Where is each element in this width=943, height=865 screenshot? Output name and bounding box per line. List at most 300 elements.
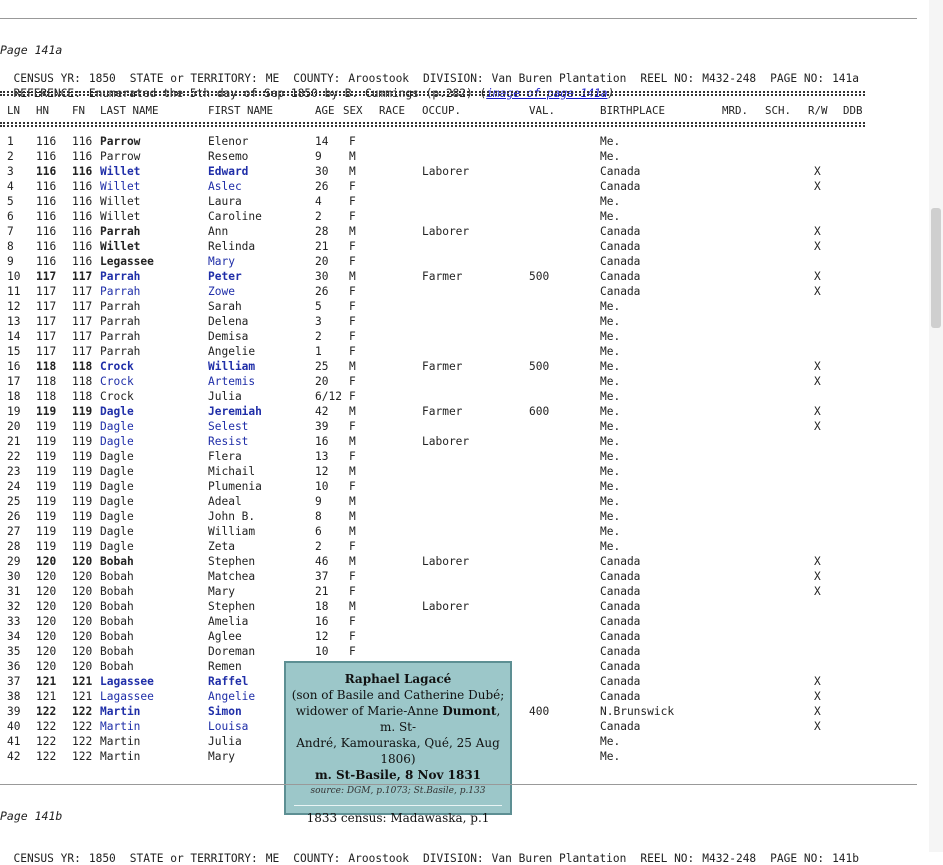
birthplace: Me.: [600, 360, 621, 373]
age: 12: [315, 630, 329, 643]
sex: F: [349, 375, 356, 388]
family-number: 117: [72, 285, 93, 298]
sex: F: [349, 195, 356, 208]
birthplace: Me.: [600, 375, 621, 388]
age: 21: [315, 240, 329, 253]
last-name[interactable]: Martin: [100, 705, 141, 718]
read-write-mark: X: [814, 360, 821, 373]
column-header: SCH.: [765, 104, 792, 117]
family-number: 116: [72, 135, 93, 148]
column-header: DDB: [843, 104, 863, 117]
house-number: 117: [36, 345, 57, 358]
family-number: 116: [72, 240, 93, 253]
reference-close: ): [607, 87, 615, 100]
sex: M: [349, 510, 356, 523]
birthplace: Me.: [600, 435, 621, 448]
line-number: 14: [7, 330, 21, 343]
tooltip-marriage-place-2: André, Kamouraska, Qué, 25 Aug 1806): [296, 736, 500, 766]
page-title: Page 141a: [0, 43, 63, 57]
house-number: 122: [36, 720, 57, 733]
birthplace: Me.: [600, 525, 621, 538]
sex: M: [349, 225, 356, 238]
age: 30: [315, 165, 329, 178]
house-number: 116: [36, 165, 57, 178]
line-number: 42: [7, 750, 21, 763]
last-name[interactable]: Parrow: [100, 135, 141, 148]
sex: F: [349, 450, 356, 463]
house-number: 116: [36, 240, 57, 253]
tooltip-census: 1833 census: Madawaska, p.1: [306, 811, 490, 825]
house-number: 119: [36, 435, 57, 448]
last-name[interactable]: Legassee: [100, 255, 154, 268]
family-number: 116: [72, 225, 93, 238]
family-number: 121: [72, 690, 93, 703]
line-number: 33: [7, 615, 21, 628]
first-name[interactable]: Jeremiah: [208, 405, 262, 418]
last-name: Bobah: [100, 600, 134, 613]
line-number: 21: [7, 435, 21, 448]
sex: F: [349, 240, 356, 253]
age: 13: [315, 450, 329, 463]
sex: F: [349, 345, 356, 358]
house-number: 119: [36, 480, 57, 493]
sex: F: [349, 480, 356, 493]
first-name[interactable]: Zowe: [208, 285, 235, 298]
birthplace: Me.: [600, 495, 621, 508]
birthplace: Me.: [600, 510, 621, 523]
line-number: 31: [7, 585, 21, 598]
first-name[interactable]: Raffel: [208, 675, 249, 688]
last-name[interactable]: Willet: [100, 165, 141, 178]
house-number: 120: [36, 615, 57, 628]
line-number: 28: [7, 540, 21, 553]
family-number: 120: [72, 660, 93, 673]
column-header: R/W: [808, 104, 828, 117]
last-name: Parrah: [100, 345, 141, 358]
column-header: SEX: [343, 104, 363, 117]
first-name: Resemo: [208, 150, 249, 163]
family-number: 116: [72, 210, 93, 223]
line-number: 29: [7, 555, 21, 568]
house-number: 119: [36, 540, 57, 553]
sex: F: [349, 285, 356, 298]
family-number: 116: [72, 150, 93, 163]
birthplace: Me.: [600, 315, 621, 328]
house-number: 120: [36, 555, 57, 568]
first-name: Remen: [208, 660, 242, 673]
family-number: 118: [72, 360, 93, 373]
age: 16: [315, 615, 329, 628]
first-name: John B.: [208, 510, 256, 523]
last-name: Martin: [100, 750, 141, 763]
last-name[interactable]: Bobah: [100, 555, 134, 568]
last-name[interactable]: Dagle: [100, 420, 134, 433]
line-number: 8: [7, 240, 14, 253]
house-number: 120: [36, 660, 57, 673]
family-number: 120: [72, 615, 93, 628]
line-number: 32: [7, 600, 21, 613]
sex: F: [349, 180, 356, 193]
reel-value-b: M432-248: [702, 852, 757, 865]
birthplace: Me.: [600, 735, 621, 748]
first-name: Julia: [208, 735, 242, 748]
last-name: Dagle: [100, 540, 134, 553]
last-name: Crock: [100, 390, 134, 403]
line-number: 26: [7, 510, 21, 523]
house-number: 118: [36, 375, 57, 388]
sex: F: [349, 615, 356, 628]
page-no-label-b: PAGE NO:: [770, 852, 825, 865]
house-number: 116: [36, 225, 57, 238]
house-number: 119: [36, 405, 57, 418]
occupation: Laborer: [422, 165, 470, 178]
image-of-page-link[interactable]: image of page 141a: [486, 87, 608, 100]
census-yr-b: 1850: [88, 852, 116, 865]
house-number: 116: [36, 135, 57, 148]
sex: M: [349, 270, 356, 283]
age: 9: [315, 150, 322, 163]
first-name[interactable]: Resist: [208, 435, 249, 448]
family-number: 117: [72, 270, 93, 283]
column-header: LN: [7, 104, 21, 117]
age: 25: [315, 360, 329, 373]
sex: F: [349, 330, 356, 343]
birthplace: Me.: [600, 465, 621, 478]
first-name: Julia: [208, 390, 242, 403]
house-number: 116: [36, 210, 57, 223]
first-name[interactable]: Ann: [208, 225, 229, 238]
sex: M: [349, 405, 356, 418]
last-name: Parrah: [100, 315, 141, 328]
page-no-value: 141a: [832, 72, 860, 85]
census-info-line-b: [0, 839, 867, 865]
last-name: Bobah: [100, 615, 134, 628]
sex: M: [349, 600, 356, 613]
last-name: Bobah: [100, 645, 134, 658]
state-value: ME: [265, 72, 280, 85]
column-header: MRD.: [722, 104, 749, 117]
occupation: Laborer: [422, 600, 470, 613]
family-number: 118: [72, 390, 93, 403]
first-name: Delena: [208, 315, 249, 328]
line-number: 27: [7, 525, 21, 538]
line-number: 16: [7, 360, 21, 373]
first-name[interactable]: Peter: [208, 270, 242, 283]
age: 4: [315, 195, 322, 208]
family-number: 120: [72, 585, 93, 598]
occupation: Farmer: [422, 270, 463, 283]
family-number: 119: [72, 465, 93, 478]
line-number: 35: [7, 645, 21, 658]
house-number: 122: [36, 705, 57, 718]
birthplace: Canada: [600, 630, 641, 643]
family-number: 116: [72, 255, 93, 268]
last-name: Dagle: [100, 525, 134, 538]
last-name: Martin: [100, 735, 141, 748]
birthplace: Canada: [600, 615, 641, 628]
county-label-b: COUNTY:: [293, 852, 341, 865]
age: 46: [315, 555, 329, 568]
sex: M: [349, 465, 356, 478]
tooltip-marriage: m. St-Basile, 8 Nov 1831: [314, 768, 482, 782]
age: 2: [315, 540, 322, 553]
house-number: 120: [36, 645, 57, 658]
house-number: 119: [36, 465, 57, 478]
page-no-value-b: 141b: [832, 852, 860, 865]
first-name: Aglee: [208, 630, 242, 643]
last-name[interactable]: Crock: [100, 360, 134, 373]
age: 18: [315, 600, 329, 613]
family-number: 119: [72, 405, 93, 418]
age: 3: [315, 315, 322, 328]
line-number: 34: [7, 630, 21, 643]
line-number: 12: [7, 300, 21, 313]
birthplace: Me.: [600, 300, 621, 313]
line-number: 15: [7, 345, 21, 358]
first-name: Mary: [208, 750, 235, 763]
house-number: 122: [36, 750, 57, 763]
age: 30: [315, 270, 329, 283]
first-name[interactable]: Louisa: [208, 720, 249, 733]
family-number: 119: [72, 510, 93, 523]
sex: M: [349, 360, 356, 373]
occupation: Farmer: [422, 405, 463, 418]
sex: M: [349, 165, 356, 178]
first-name[interactable]: Artemis: [208, 375, 256, 388]
value: 500: [529, 360, 550, 373]
family-number: 119: [72, 450, 93, 463]
age: 6: [315, 525, 322, 538]
birthplace: Canada: [600, 555, 641, 568]
last-name[interactable]: Crock: [100, 375, 134, 388]
family-number: 119: [72, 480, 93, 493]
column-header: BIRTHPLACE: [600, 104, 666, 117]
last-name: Dagle: [100, 480, 134, 493]
value: 500: [529, 270, 550, 283]
first-name[interactable]: Edward: [208, 165, 249, 178]
last-name[interactable]: Parrah: [100, 225, 141, 238]
sex: F: [349, 210, 356, 223]
vertical-scrollbar[interactable]: [929, 0, 943, 852]
read-write-mark: X: [814, 270, 821, 283]
column-header: OCCUP.: [422, 104, 462, 117]
birthplace: Me.: [600, 420, 621, 433]
column-header: FN: [72, 104, 86, 117]
sex: M: [349, 495, 356, 508]
read-write-mark: X: [814, 285, 821, 298]
read-write-mark: X: [814, 165, 821, 178]
first-name: Angelie: [208, 345, 256, 358]
last-name[interactable]: Dagle: [100, 435, 134, 448]
sex: M: [349, 555, 356, 568]
tooltip-widower-comma: ,: [496, 704, 501, 718]
house-number: 117: [36, 270, 57, 283]
scrollbar-thumb[interactable]: [931, 208, 941, 328]
line-number: 6: [7, 210, 14, 223]
house-number: 120: [36, 600, 57, 613]
family-number: 122: [72, 735, 93, 748]
tooltip-name: Raphael Lagacé: [344, 672, 452, 686]
read-write-mark: X: [814, 705, 821, 718]
birthplace: Me.: [600, 450, 621, 463]
first-name: Amelia: [208, 615, 249, 628]
house-number: 119: [36, 450, 57, 463]
family-number: 120: [72, 555, 93, 568]
sex: M: [349, 435, 356, 448]
first-name: Laura: [208, 195, 242, 208]
sex: M: [349, 150, 356, 163]
first-name: Caroline: [208, 210, 262, 223]
birthplace: Canada: [600, 270, 641, 283]
last-name[interactable]: Willet: [100, 240, 141, 253]
last-name[interactable]: Dagle: [100, 405, 134, 418]
birthplace: Canada: [600, 585, 641, 598]
family-number: 117: [72, 300, 93, 313]
bottom-divider: [0, 784, 917, 785]
read-write-mark: X: [814, 405, 821, 418]
line-number: 22: [7, 450, 21, 463]
family-number: 116: [72, 165, 93, 178]
county-label: COUNTY:: [293, 72, 341, 85]
family-number: 120: [72, 630, 93, 643]
age: 20: [315, 255, 329, 268]
birthplace: Me.: [600, 135, 621, 148]
age: 14: [315, 135, 329, 148]
age: 1: [315, 345, 322, 358]
first-name[interactable]: Stephen: [208, 555, 256, 568]
birthplace: Me.: [600, 345, 621, 358]
age: 28: [315, 225, 329, 238]
birthplace: Me.: [600, 405, 621, 418]
first-name: Doreman: [208, 645, 256, 658]
house-number: 117: [36, 315, 57, 328]
house-number: 120: [36, 570, 57, 583]
birthplace: Canada: [600, 255, 641, 268]
house-number: 122: [36, 735, 57, 748]
line-number: 40: [7, 720, 21, 733]
family-number: 119: [72, 525, 93, 538]
sex: F: [349, 135, 356, 148]
first-name[interactable]: Angelie: [208, 690, 256, 703]
house-number: 121: [36, 675, 57, 688]
first-name: Zeta: [208, 540, 235, 553]
first-name[interactable]: William: [208, 360, 256, 373]
age: 9: [315, 495, 322, 508]
sex: F: [349, 420, 356, 433]
birthplace: Canada: [600, 285, 641, 298]
sex: F: [349, 585, 356, 598]
last-name: Bobah: [100, 660, 134, 673]
header-rule-top: [0, 91, 865, 96]
last-name: Willet: [100, 210, 141, 223]
last-name: Dagle: [100, 510, 134, 523]
first-name[interactable]: Selest: [208, 420, 249, 433]
first-name[interactable]: Simon: [208, 705, 242, 718]
last-name[interactable]: Willet: [100, 180, 141, 193]
column-header: AGE: [315, 104, 335, 117]
birthplace: Me.: [600, 150, 621, 163]
division-label: DIVISION:: [423, 72, 484, 85]
tooltip-marriage-place-1: m. St-: [379, 720, 417, 734]
read-write-mark: X: [814, 720, 821, 733]
house-number: 116: [36, 255, 57, 268]
tooltip-divider: [294, 805, 502, 806]
person-tooltip: [284, 661, 512, 825]
last-name: Dagle: [100, 450, 134, 463]
first-name: Plumenia: [208, 480, 262, 493]
state-label: STATE or TERRITORY:: [129, 72, 258, 85]
last-name: Dagle: [100, 495, 134, 508]
birthplace: Me.: [600, 540, 621, 553]
occupation: Laborer: [422, 435, 470, 448]
column-header: LAST NAME: [100, 104, 159, 117]
family-number: 117: [72, 345, 93, 358]
last-name[interactable]: Lagassee: [100, 675, 154, 688]
age: 20: [315, 375, 329, 388]
line-number: 36: [7, 660, 21, 673]
read-write-mark: X: [814, 225, 821, 238]
last-name[interactable]: Parrah: [100, 270, 141, 283]
birthplace: Me.: [600, 210, 621, 223]
age: 12: [315, 465, 329, 478]
state-value-b: ME: [265, 852, 280, 865]
birthplace: Me.: [600, 750, 621, 763]
last-name[interactable]: Lagassee: [100, 690, 154, 703]
age: 10: [315, 645, 329, 658]
age: 6/12: [315, 390, 342, 403]
sex: M: [349, 525, 356, 538]
age: 21: [315, 585, 329, 598]
last-name: Dagle: [100, 465, 134, 478]
read-write-mark: X: [814, 240, 821, 253]
family-number: 120: [72, 570, 93, 583]
first-name[interactable]: Aslec: [208, 180, 242, 193]
family-number: 122: [72, 720, 93, 733]
line-number: 17: [7, 375, 21, 388]
last-name[interactable]: Parrah: [100, 285, 141, 298]
birthplace: Canada: [600, 165, 641, 178]
first-name: Adeal: [208, 495, 242, 508]
line-number: 24: [7, 480, 21, 493]
birthplace: N.Brunswick: [600, 705, 675, 718]
first-name: Matchea: [208, 570, 256, 583]
first-name[interactable]: Relinda: [208, 240, 256, 253]
last-name[interactable]: Martin: [100, 720, 141, 733]
family-number: 118: [72, 375, 93, 388]
family-number: 119: [72, 420, 93, 433]
house-number: 119: [36, 420, 57, 433]
line-number: 9: [7, 255, 14, 268]
column-header: HN: [36, 104, 50, 117]
first-name[interactable]: Mary: [208, 255, 235, 268]
line-number: 38: [7, 690, 21, 703]
tooltip-widower-text: widower of Marie-Anne: [295, 704, 443, 718]
house-number: 116: [36, 150, 57, 163]
line-number: 11: [7, 285, 21, 298]
reel-label-b: REEL NO:: [640, 852, 695, 865]
age: 10: [315, 480, 329, 493]
birthplace: Canada: [600, 690, 641, 703]
first-name: Flera: [208, 450, 242, 463]
family-number: 116: [72, 195, 93, 208]
sex: F: [349, 630, 356, 643]
census-yr: 1850: [88, 72, 116, 85]
first-name[interactable]: Elenor: [208, 135, 249, 148]
line-number: 10: [7, 270, 21, 283]
house-number: 120: [36, 630, 57, 643]
line-number: 30: [7, 570, 21, 583]
last-name: Bobah: [100, 585, 134, 598]
